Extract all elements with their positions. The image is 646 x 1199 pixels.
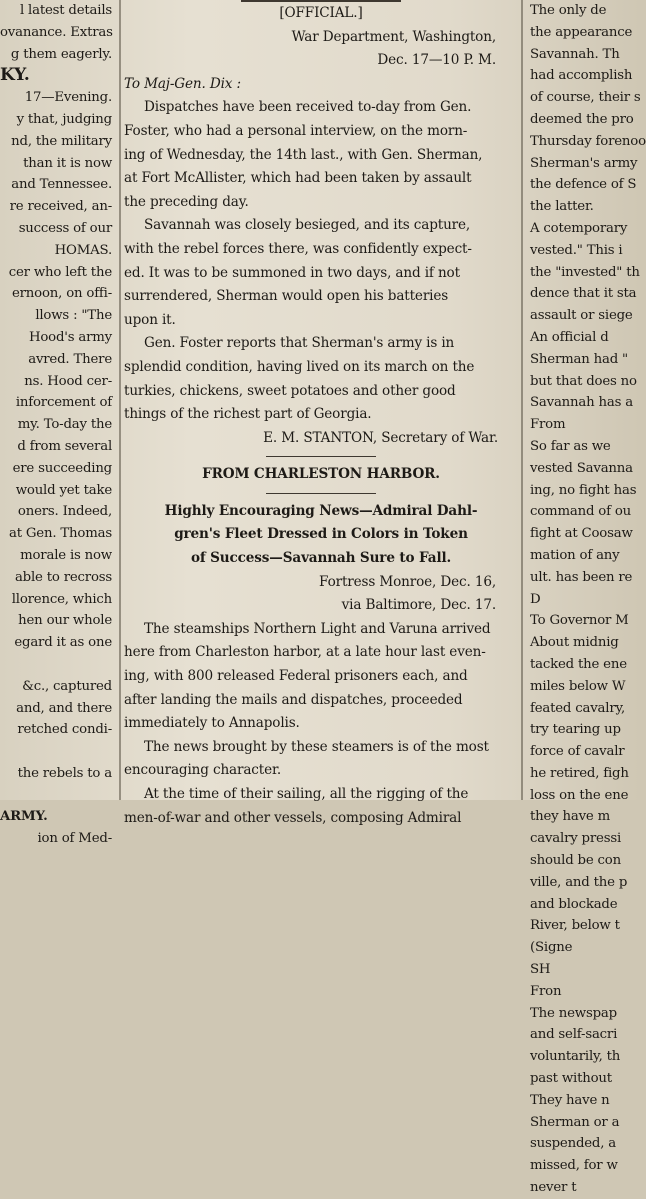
text-line: Savannah. Th [530,46,620,62]
text-line: ing, no fight has [530,482,637,498]
text-line: assault or siege [530,308,633,324]
text-line: Savannah was closely besieged, and its capture, [144,217,471,234]
text-line: ed. It was to be summoned in two days, and if not [124,264,460,281]
text-line: voluntarily, th [530,1049,621,1065]
text-line: An official d [530,329,609,345]
text-line: They have n [530,1092,610,1108]
text-line: he retired, figh [530,765,629,781]
column-rule-right [521,0,523,800]
text-line: ing, with 800 released Federal prisoners each, and [124,668,468,685]
divider [266,456,376,457]
text-line: Sherman had " [530,351,628,367]
official-label: [OFFICIAL.] [279,5,363,21]
text-line: The newspap [530,1005,617,1021]
subheadline [124,500,518,571]
text-line: after landing the mails and dispatches, proceeded [124,691,463,708]
text-line: men-of-war and other vessels, composing Admiral [124,809,462,826]
text-line: Sherman or a [530,1114,620,1130]
left-column-text [0,0,116,850]
text-line: Highly Encouraging News—Admiral Dahl- [164,502,478,519]
text-line: success of our [18,220,112,236]
text-line [0,785,116,807]
text-line: ville, and the p [530,874,628,890]
text-line: D [530,591,541,607]
text-line: oners. Indeed, [17,504,112,520]
text-line: SH [530,962,551,978]
text-line: and Tennessee. [11,177,112,193]
text-line: At the time of their sailing, all the rigging of the [144,786,469,802]
paragraph-news [124,736,518,783]
paragraph-dispatches [124,96,518,214]
text-line: Gen. Foster reports that Sherman's army is in [144,335,455,352]
text-line: retched condi- [17,722,112,738]
text-line: hen our whole [18,613,112,629]
text-line: able to recross [14,569,112,585]
text-line: To Governor M [530,613,629,629]
dateline-via: via Baltimore, Dec. 17. [341,597,496,614]
right-column-text [526,0,646,1199]
text-line: the defence of S [530,177,637,193]
text-line: The only de [530,3,607,18]
text-line: and blockade [530,896,618,912]
address-line: To Maj-Gen. Dix : [124,75,241,92]
text-line: &c., captured [22,678,112,694]
text-line: morale is now [20,547,112,563]
text-line: dence that it sta [530,286,637,302]
text-line: at Gen. Thomas [8,526,112,542]
dateline-time: Dec. 17—10 P. M. [377,52,496,69]
text-line: surrendered, Sherman would open his batteries [124,288,449,305]
text-line: of Success—Savannah Sure to Fall. [190,550,452,567]
text-line: Foster, who had a personal interview, on the morn- [124,122,468,139]
text-line: encouraging character. [124,762,282,779]
middle-column [124,0,518,826]
text-line: the appearance [530,24,633,40]
text-line: 17—Evening. [24,90,112,106]
dateline-place: War Department, Washington, [291,28,496,45]
text-line: deemed the pro [530,111,634,127]
text-line: vested Savanna [530,460,633,476]
text-line: command of ou [530,504,632,520]
text-line: inforcement of [15,395,112,411]
text-line: d from several [17,438,112,454]
text-line: vested." This i [530,242,623,258]
text-line: force of cavalr [530,744,625,760]
text-line: immediately to Annapolis. [124,715,300,732]
text-line: of course, their s [530,90,641,106]
text-line: missed, for w [530,1158,618,1174]
text-line: the "invested" th [530,264,640,280]
text-line: Savannah has a [530,395,633,411]
text-line: avred. There [28,351,112,367]
text-line: and, and there [16,700,112,716]
text-line: turkies, chickens, sweet potatoes and other good [124,382,456,399]
text-line: cer who left the [8,264,112,280]
dateline-fortress: Fortress Monroe, Dec. 16, [319,573,496,590]
text-line: mation of any [530,547,620,563]
text-line: at Fort McAllister, which had been taken by assault [124,170,472,187]
text-line: llows : "The [35,308,112,324]
text-line: with the rebel forces there, was confidently expect- [124,240,472,257]
text-line: Thursday forenoo [530,133,646,149]
text-line: gren's Fleet Dressed in Colors in Token [174,526,468,543]
text-line: tacked the ene [530,656,627,672]
headline: FROM CHARLESTON HARBOR. [202,466,440,483]
text-line: y that, judging [16,111,112,127]
right-column [526,0,646,1196]
text-line: Sherman's army [530,155,638,171]
text-line: but that does no [530,373,637,389]
text-line: llorence, which [11,591,112,607]
paragraph-foster-report [124,332,518,426]
text-line: splendid condition, having lived on its march on the [124,358,475,375]
text-line: ernoon, on offi- [11,286,112,302]
text-line: they have m [530,809,611,825]
text-line: Dispatches have been received to-day from Gen. [144,99,472,116]
paragraph-rigging [124,783,518,830]
text-line: ere succeeding [12,460,112,476]
text-line: cavalry pressi [530,831,621,847]
text-line: (Signe [530,940,573,956]
left-column [0,0,116,847]
text-line: So far as we [530,438,611,454]
text-line: and self-sacri [530,1027,618,1043]
paragraph-steamships [124,618,518,736]
text-line: miles below W [530,678,626,694]
text-line: egard it as one [14,635,112,651]
column-rule-left [119,0,121,800]
text-line: ion of Med- [37,831,112,847]
text-line: The news brought by these steamers is of the most [144,738,489,755]
text-line: things of the richest part of Georgia. [124,406,372,423]
text-line: upon it. [124,311,176,328]
text-line: l latest details [19,3,112,18]
signature: E. M. STANTON, Secretary of War. [263,429,498,446]
text-line: fight at Coosaw [530,526,633,542]
text-line: nd, the military [11,133,112,149]
text-line: HOMAS. [54,242,112,258]
text-line: The steamships Northern Light and Varuna arrived [144,620,491,637]
text-line: g them eagerly. [10,46,112,62]
paragraph-savannah [124,214,518,332]
text-line: my. To-day the [17,417,112,433]
text-line: the preceding day. [124,193,249,210]
text-line: ult. has been re [530,569,633,585]
text-line: the latter. [530,199,594,215]
text-line: ovanance. Extras [0,24,113,40]
text-line: here from Charleston harbor, at a late hour last even- [124,644,486,661]
text-line: A cotemporary [530,220,628,236]
text-line: should be con [530,853,621,869]
text-line: than it is now [23,155,112,171]
text-line: the rebels to a [17,765,112,781]
text-line: re received, an- [9,199,112,215]
text-line: From [530,417,566,433]
text-line: past without [530,1071,612,1087]
text-line: had accomplish [530,68,633,84]
text-line: never t [530,1180,577,1196]
text-line [0,741,116,763]
divider [266,493,376,494]
text-line: suspended, a [530,1136,617,1152]
text-line: ARMY. [0,809,48,825]
text-line: would yet take [15,482,112,498]
text-line: Hood's army [28,329,112,345]
text-line: Fron [530,983,562,999]
text-line: KY. [0,65,30,86]
text-line: try tearing up [530,722,621,738]
text-line: feated cavalry, [530,700,626,716]
text-line: loss on the ene [530,787,629,803]
text-line: ns. Hood cer- [24,373,112,389]
text-line: River, below t [530,918,620,934]
text-line: About midnig [530,635,619,651]
text-line: ing of Wednesday, the 14th last., with Gen. Sherman, [124,146,483,163]
text-line [0,654,116,676]
